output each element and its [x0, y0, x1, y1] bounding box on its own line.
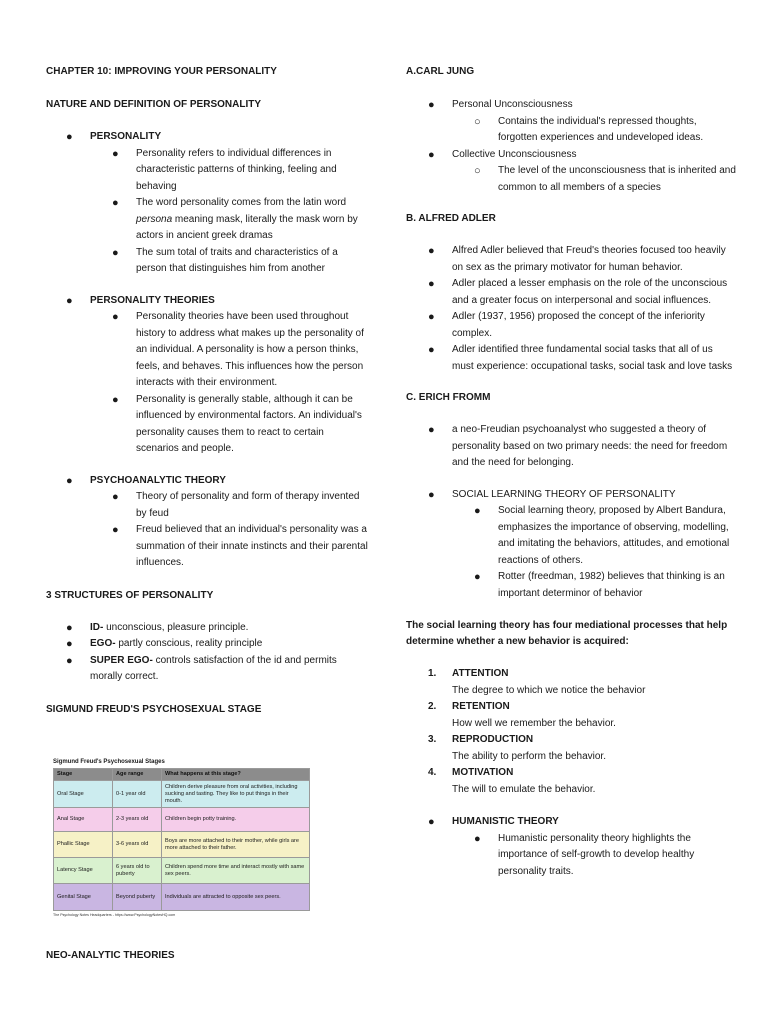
list-item-text: The sum total of traits and characteristics of a person that distinguishes him from another	[136, 246, 338, 274]
bullet-icon: ●	[428, 245, 435, 257]
item-desc: The ability to perform the behavior.	[452, 750, 606, 762]
bullet-icon: ●	[112, 393, 119, 406]
table-body	[54, 781, 310, 911]
bullet-icon: ●	[66, 131, 73, 143]
list-item	[406, 503, 736, 569]
jung-heading: A.CARL JUNG	[406, 66, 475, 77]
bullet-icon: ●	[474, 571, 481, 583]
list-item-text: Theory of personality and form of therapy invented by feud	[136, 491, 360, 519]
adler-heading: B. ALFRED ADLER	[406, 213, 496, 224]
item-number: 2.	[428, 701, 437, 712]
humanistic-section	[406, 814, 736, 831]
list-item	[406, 732, 736, 765]
list-item-text: Freud believed that an individual's personality was a summation of their innate instincts and their parental influences.	[136, 524, 368, 568]
bullet-icon: ●	[112, 197, 119, 209]
latin-word: persona	[136, 213, 173, 225]
list-item	[406, 831, 736, 881]
structures-list	[46, 620, 368, 686]
chapter-title: CHAPTER 10: IMPROVING YOUR PERSONALITY	[46, 66, 277, 77]
list-item-text: Adler (1937, 1956) proposed the concept of the inferiority complex.	[452, 311, 705, 339]
item-title: ATTENTION	[452, 668, 509, 679]
bullet-icon: ●	[66, 294, 73, 307]
table-row	[54, 884, 310, 911]
age-cell: Beyond puberty	[113, 884, 162, 911]
list-item	[406, 422, 736, 472]
bullet-icon: ●	[428, 278, 435, 290]
sub-list-item	[406, 163, 736, 196]
bullet-icon: ●	[428, 99, 435, 111]
list-item	[406, 765, 736, 798]
list-item-text: Adler placed a lesser emphasis on the role of the unconscious and a greater focus on interpersonal and social influences.	[452, 278, 728, 306]
psychoanalytic-label: PSYCHOANALYTIC THEORY	[90, 474, 226, 486]
bullet-icon: ●	[112, 246, 119, 259]
bullet-icon: ●	[428, 424, 435, 436]
list-item	[406, 666, 736, 699]
age-cell: 2-3 years old	[113, 808, 162, 832]
table-row	[54, 781, 310, 808]
table-row	[54, 832, 310, 858]
social-list	[406, 503, 736, 602]
personality-label: PERSONALITY	[90, 131, 162, 142]
structure-term: EGO-	[90, 638, 116, 649]
item-desc: The will to emulate the behavior.	[452, 783, 596, 795]
list-item	[406, 309, 736, 342]
list-item	[46, 522, 368, 572]
psychosexual-stage-figure	[53, 758, 311, 918]
bullet-icon: ●	[66, 638, 73, 650]
list-item	[406, 243, 736, 276]
list-item-text: Adler identified three fundamental social tasks that all of us must experience: occupational tasks, social task and love tasks	[452, 344, 733, 372]
list-item	[406, 342, 736, 375]
bullet-icon: ●	[112, 491, 119, 503]
list-item-text: Social learning theory, proposed by Albert Bandura, emphasizes the importance of observing, modelling, and imitating the behaviors, attitudes, and emotional reactions of others.	[498, 505, 730, 566]
social-section	[406, 487, 736, 504]
social-label: SOCIAL LEARNING THEORY OF PERSONALITY	[452, 488, 676, 500]
what-cell: Children derive pleasure from oral activities, including sucking and tasting. They like to put things in their mouth.	[162, 781, 310, 808]
list-item-text: a neo-Freudian psychoanalyst who suggested a theory of personality based on two primary needs: the need for freedom and the need for belonging.	[452, 424, 728, 468]
freud-heading: SIGMUND FREUD'S PSYCHOSEXUAL STAGE	[46, 703, 262, 715]
list-item	[406, 569, 736, 602]
bullet-icon: ●	[66, 654, 73, 667]
bullet-icon: ●	[428, 311, 435, 323]
structure-text: partly conscious, reality principle	[115, 638, 263, 649]
figure-title: Sigmund Freud's Psychosexual Stages	[53, 759, 165, 765]
list-item	[46, 245, 368, 278]
left-column	[46, 64, 368, 718]
stage-table	[53, 768, 310, 911]
list-item-text: Alfred Adler believed that Freud's theories focused too heavily on sex as the primary motivator for human behavior.	[452, 245, 726, 273]
table-row	[54, 808, 310, 832]
what-cell: Individuals are attracted to opposite sex peers.	[162, 884, 310, 911]
bullet-icon: ●	[112, 311, 119, 323]
humanistic-label: HUMANISTIC THEORY	[452, 816, 559, 827]
bullet-icon: ●	[66, 474, 73, 487]
item-desc: How well we remember the behavior.	[452, 717, 616, 729]
mediational-intro: The social learning theory has four mediational processes that help determine whether a new behavior is acquired:	[406, 620, 728, 647]
list-item	[46, 489, 368, 522]
stage-cell: Anal Stage	[54, 808, 113, 832]
bullet-icon: ●	[428, 148, 435, 161]
list-item-text: Rotter (freedman, 1982) believes that thinking is an important determinor of behavior	[498, 571, 725, 599]
list-item-text: Personality theories have been used throughout history to address what makes up the personality of an individual. A personality is how a person thinks, feels, and behaves. This influences how the person interacts with their environment.	[136, 311, 364, 388]
structure-text: unconscious, pleasure principle.	[103, 621, 249, 633]
figure-source: The Psychology Notes Headquarters - https://www.PsychologyNotesHQ.com	[53, 913, 176, 917]
structure-text: controls satisfaction of the id and permits morally correct.	[90, 654, 337, 682]
item-title: REPRODUCTION	[452, 734, 534, 745]
list-item-text: Personality refers to individual differences in characteristic patterns of thinking, feeling and behaving	[136, 147, 337, 192]
nature-heading: NATURE AND DEFINITION OF PERSONALITY	[46, 99, 261, 110]
jung-item-label: Collective Unconsciousness	[452, 148, 577, 160]
structure-term: SUPER EGO-	[90, 654, 153, 666]
personality-list	[46, 146, 368, 278]
list-item	[46, 309, 368, 392]
stage-cell: Latency Stage	[54, 858, 113, 884]
stage-cell: Phallic Stage	[54, 832, 113, 858]
jung-item-sub: The level of the unconsciousness that is inherited and common to all members of a species	[498, 165, 736, 193]
personality-section	[46, 129, 368, 146]
fromm-heading: C. ERICH FROMM	[406, 392, 491, 403]
item-title: RETENTION	[452, 701, 510, 712]
item-title: MOTIVATION	[452, 767, 514, 778]
circle-bullet-icon: ○	[474, 115, 481, 128]
bullet-icon: ●	[66, 621, 73, 634]
what-cell: Children begin potty training.	[162, 808, 310, 832]
theories-label: PERSONALITY THEORIES	[90, 294, 215, 306]
bullet-icon: ●	[428, 344, 435, 356]
item-number: 3.	[428, 734, 437, 745]
bullet-icon: ●	[112, 524, 119, 536]
theories-list	[46, 309, 368, 458]
list-item	[406, 147, 736, 164]
psychoanalytic-list	[46, 489, 368, 572]
jung-item-sub: Contains the individual's repressed thoughts, forgotten experiences and undeveloped ideas.	[498, 115, 704, 143]
bullet-icon: ●	[474, 832, 481, 845]
bullet-icon: ●	[428, 488, 435, 501]
adler-list	[406, 243, 736, 375]
latin-post: meaning mask, literally the mask worn by actors in ancient greek dramas	[136, 213, 358, 241]
table-header: Stage	[54, 769, 113, 781]
list-item	[46, 146, 368, 196]
right-column	[406, 64, 736, 880]
bullet-icon: ●	[474, 505, 481, 517]
stage-cell: Oral Stage	[54, 781, 113, 808]
table-header: Age range	[113, 769, 162, 781]
list-item-text: Humanistic personality theory highlights the importance of self-growth to develop healthy personality traits.	[498, 832, 695, 877]
bullet-icon: ●	[112, 147, 119, 160]
list-item	[406, 276, 736, 309]
mediational-list	[406, 666, 736, 798]
table-row	[54, 858, 310, 884]
bullet-icon: ●	[428, 816, 435, 828]
age-cell: 3-6 years old	[113, 832, 162, 858]
neo-analytic-heading: NEO-ANALYTIC THEORIES	[46, 950, 175, 961]
list-item	[46, 195, 368, 245]
item-desc: The degree to which we notice the behavior	[452, 684, 646, 696]
table-header: What happens at this stage?	[162, 769, 310, 781]
item-number: 4.	[428, 767, 437, 778]
age-cell: 6 years old to puberty	[113, 858, 162, 884]
list-item	[46, 620, 368, 637]
age-cell: 0-1 year old	[113, 781, 162, 808]
what-cell: Children spend more time and interact mostly with same sex peers.	[162, 858, 310, 884]
list-item-text: Personality is generally stable, although it can be influenced by environmental factors. An individual's personality causes them to react to certain scenarios and people.	[136, 393, 362, 454]
circle-bullet-icon: ○	[474, 165, 481, 177]
psychoanalytic-section	[46, 473, 368, 490]
item-number: 1.	[428, 668, 437, 679]
list-item	[406, 97, 736, 114]
table-header-row	[54, 769, 310, 781]
theories-section	[46, 293, 368, 310]
list-item	[46, 636, 368, 653]
list-item	[46, 392, 368, 458]
latin-pre: The word personality comes from the latin word	[136, 197, 347, 208]
jung-item-label: Personal Unconsciousness	[452, 99, 573, 110]
structures-heading: 3 STRUCTURES OF PERSONALITY	[46, 589, 214, 601]
list-item	[406, 699, 736, 732]
structure-term: ID-	[90, 621, 104, 633]
stage-cell: Genital Stage	[54, 884, 113, 911]
sub-list-item	[406, 114, 736, 147]
what-cell: Boys are more attached to their mother, while girls are more attached to their father.	[162, 832, 310, 858]
list-item	[46, 653, 368, 686]
